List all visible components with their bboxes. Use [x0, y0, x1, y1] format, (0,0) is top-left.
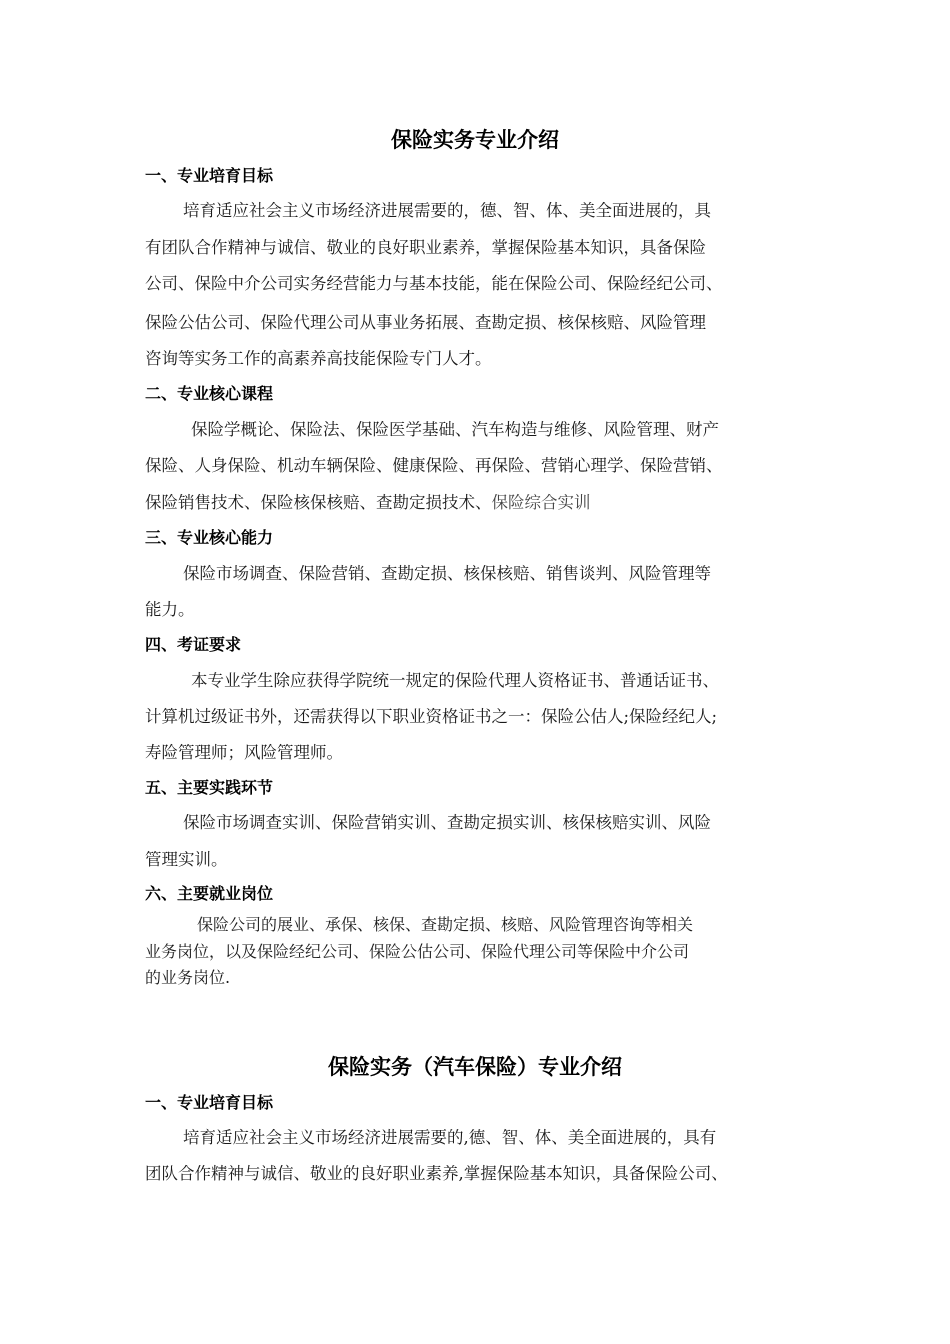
doc1-para1-line: 有团队合作精神与诚信、敬业的良好职业素养，掌握保险基本知识，具备保险	[145, 238, 706, 257]
doc1-para2-line: 保险、人身保险、机动车辆保险、健康保险、再保险、营销心理学、保险营销、	[145, 456, 723, 475]
doc1-para4-line: 本专业学生除应获得学院统一规定的保险代理人资格证书、普通话证书、	[191, 671, 719, 690]
doc2-para1-line: 培育适应社会主义市场经济进展需要的,德、智、体、美全面进展的，具有	[183, 1128, 717, 1147]
doc2-para1-line: 团队合作精神与诚信、敬业的良好职业素养,掌握保险基本知识，具备保险公司、	[145, 1164, 728, 1183]
doc1-para2-text-gray: 保险综合实训	[491, 493, 591, 512]
doc1-para1-line: 培育适应社会主义市场经济进展需要的，德、智、体、美全面进展的，具	[183, 201, 711, 220]
doc1-para2-text: 保险销售技术、保险核保核赔、查勘定损技术、	[145, 493, 492, 512]
doc1-para1-line: 保险公估公司、保险代理公司从事业务拓展、查勘定损、核保核赔、风险管理	[145, 313, 706, 332]
doc1-para6-line: 的业务岗位.	[145, 968, 231, 987]
doc1-para3-line: 能力。	[145, 600, 195, 619]
doc2-title: 保险实务（汽车保险）专业介绍	[328, 1055, 622, 1079]
doc1-para5-line: 管理实训。	[145, 850, 228, 869]
doc1-heading-4: 四、考证要求	[145, 635, 242, 654]
doc1-para1-line: 公司、保险中介公司实务经营能力与基本技能，能在保险公司、保险经纪公司、	[145, 274, 723, 293]
doc1-para5-line: 保险市场调查实训、保险营销实训、查勘定损实训、核保核赔实训、风险	[183, 813, 711, 832]
doc1-heading-2: 二、专业核心课程	[145, 384, 274, 403]
doc1-heading-6: 六、主要就业岗位	[145, 884, 274, 903]
doc1-para1-line: 咨询等实务工作的高素养高技能保险专门人才。	[145, 349, 492, 368]
doc2-heading-1: 一、专业培育目标	[145, 1093, 274, 1112]
doc1-para4-line: 寿险管理师；风险管理师。	[145, 743, 343, 762]
doc1-para4-line: 计算机过级证书外，还需获得以下职业资格证书之一：保险公估人;保险经纪人;	[145, 707, 718, 726]
doc1-heading-5: 五、主要实践环节	[145, 778, 274, 797]
doc1-title: 保险实务专业介绍	[391, 128, 559, 152]
doc1-para6-line: 保险公司的展业、承保、核保、查勘定损、核赔、风险管理咨询等相关	[197, 915, 694, 934]
doc1-para2-line: 保险学概论、保险法、保险医学基础、汽车构造与维修、风险管理、财产	[191, 420, 719, 439]
doc1-heading-1: 一、专业培育目标	[145, 166, 274, 185]
doc1-para3-line: 保险市场调查、保险营销、查勘定损、核保核赔、销售谈判、风险管理等	[183, 564, 711, 583]
doc1-para2-line	[145, 489, 591, 513]
doc1-para6-line: 业务岗位，以及保险经纪公司、保险公估公司、保险代理公司等保险中介公司	[145, 942, 690, 961]
doc1-heading-3: 三、专业核心能力	[145, 528, 274, 547]
